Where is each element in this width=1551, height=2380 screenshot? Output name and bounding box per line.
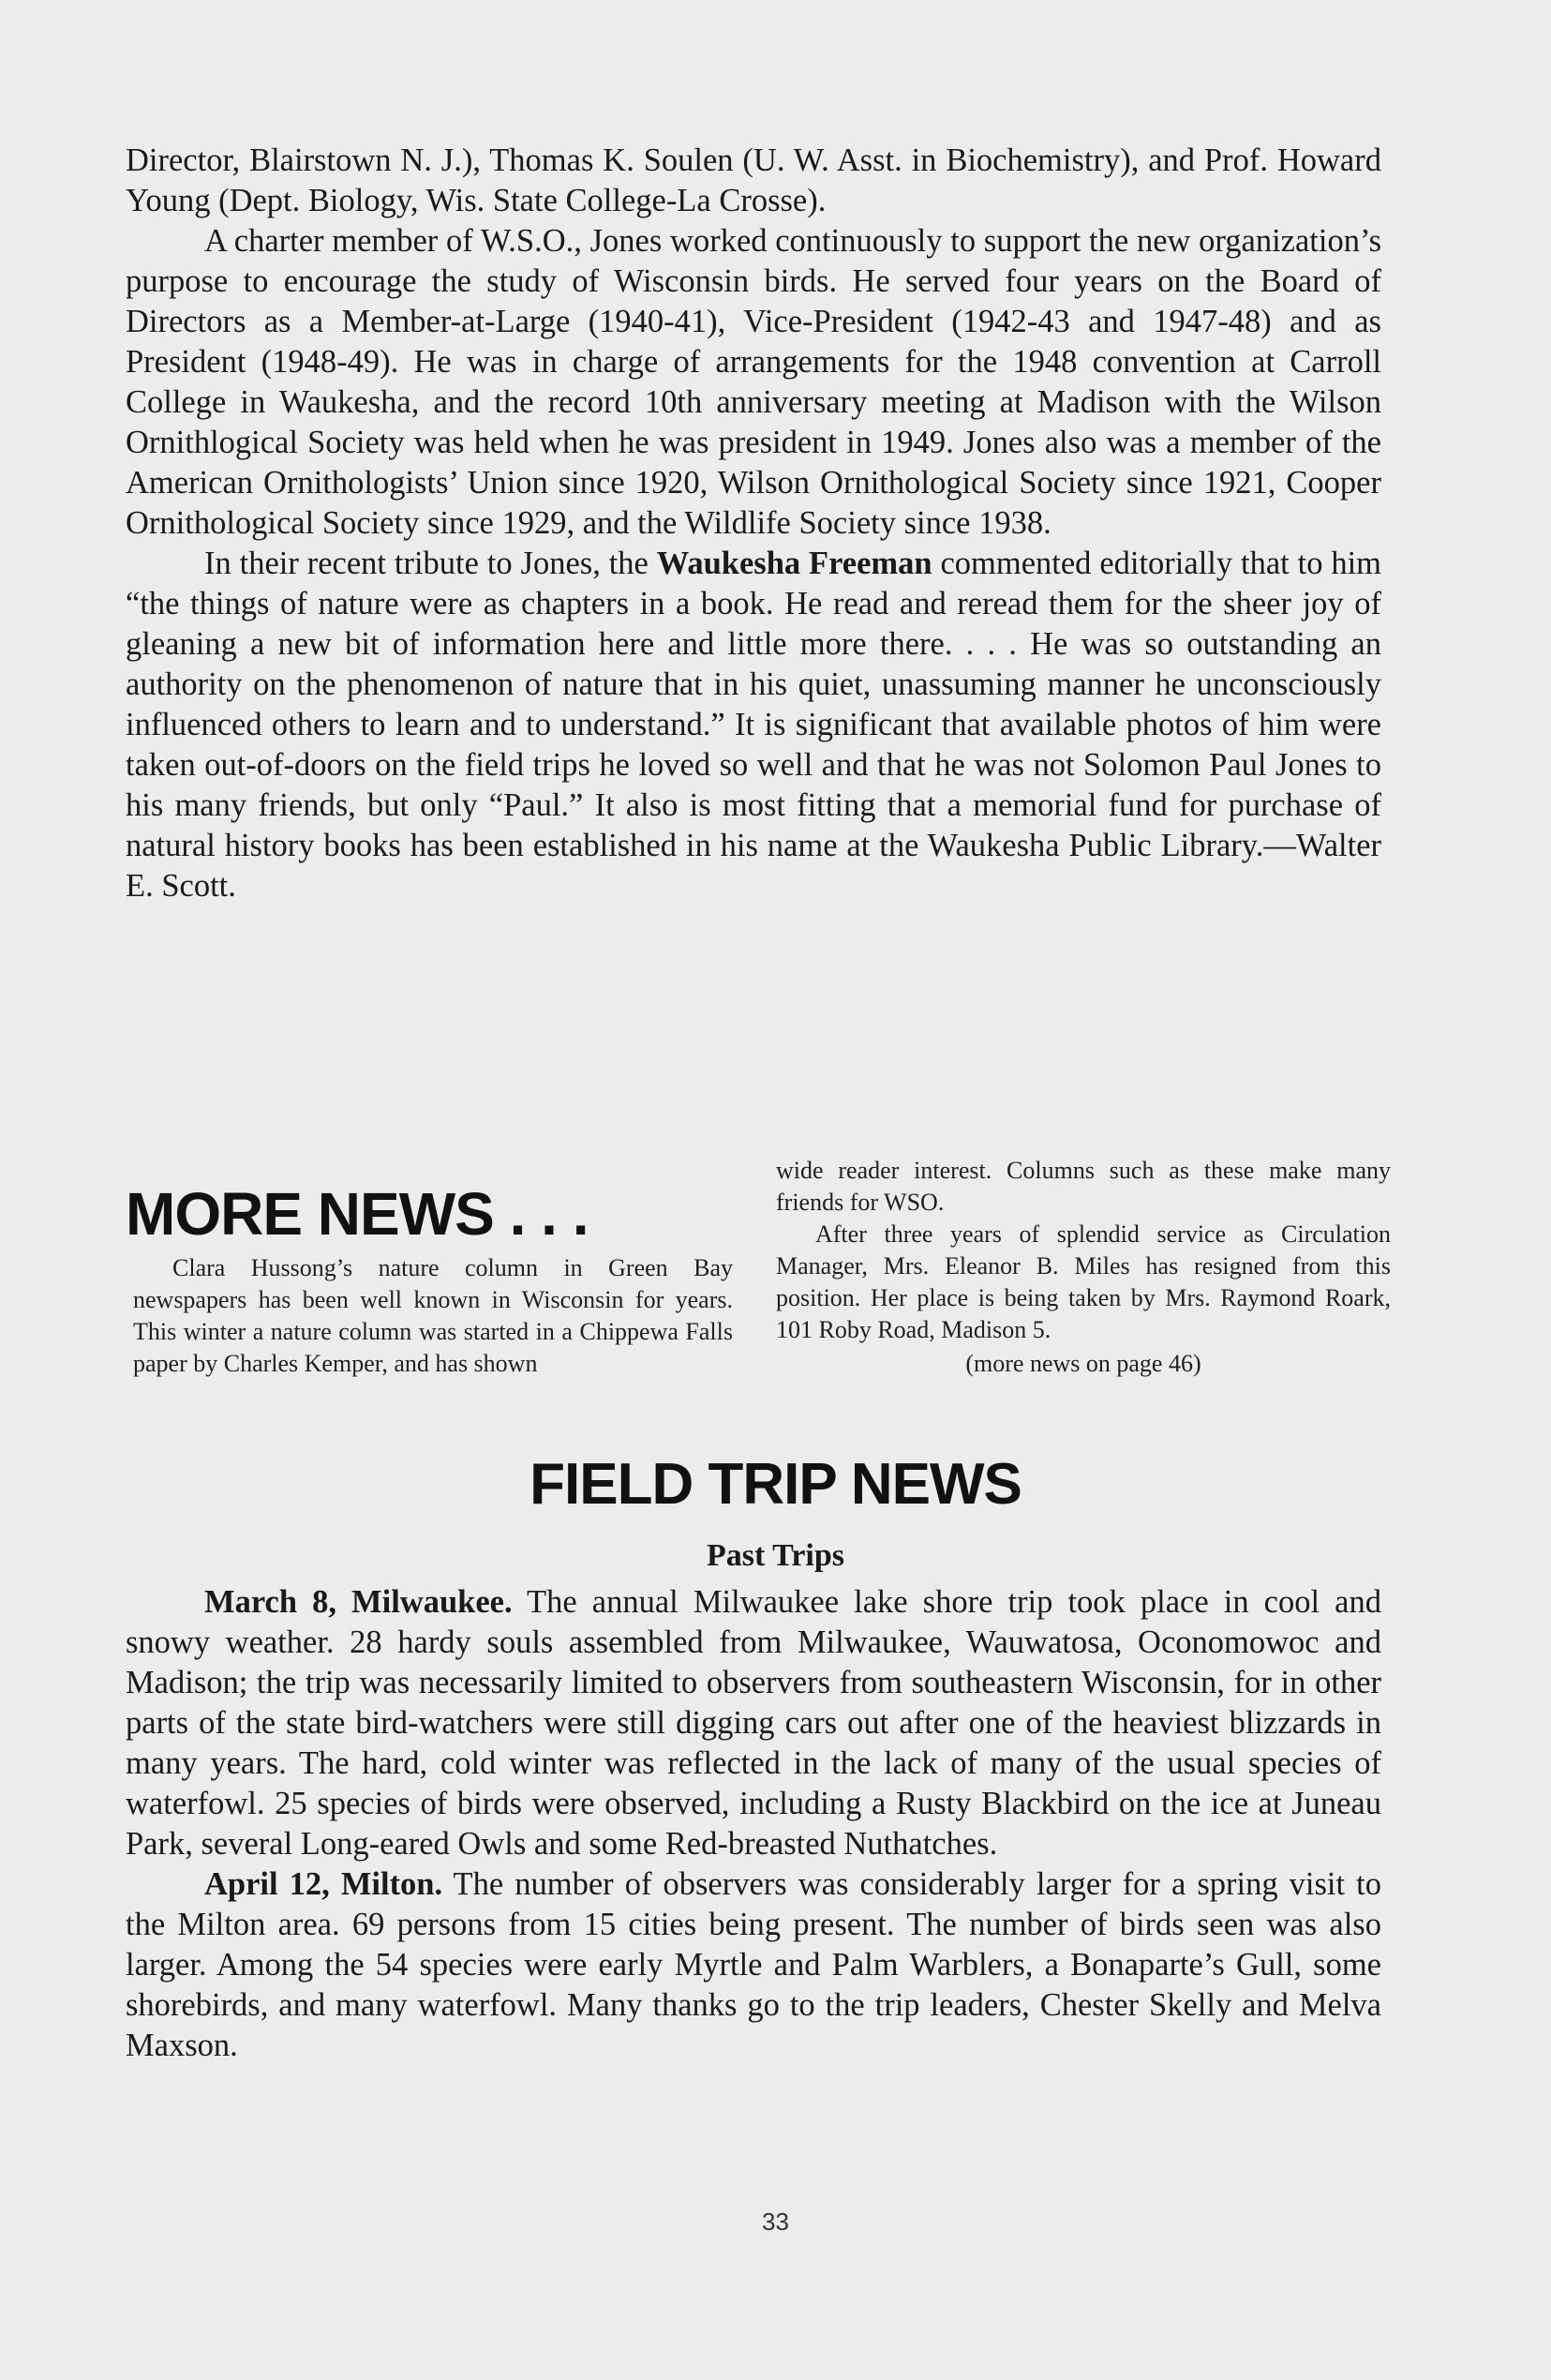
more-news-right-paragraph-1: wide reader interest. Columns such as these make many friends for WSO. xyxy=(776,1157,1391,1216)
more-news-right-column xyxy=(776,1155,1391,1380)
more-news-right-paragraph-2: After three years of splendid service as Circulation Manager, Mrs. Eleanor B. Miles has resigned from this position. Her place is being taken by Mrs. Raymond Roark, 101 Roby Road, Madison 5. xyxy=(776,1220,1391,1343)
obituary-paragraph-3-end: commented editorially that to him “the things of nature were as chapters in a book. He read and reread them for the sheer joy of gleaning a new bit of information here and little more there. . . . He was so outstanding an authority on the phenomenon of nature that in his quiet, unassuming manner he unconsciously influenced others to learn and to understand.” It is significant that available photos of him were taken out-of-doors on the field trips he loved so well and that he was not Solomon Paul Jones to his many friends, but only “Paul.” It also is most fitting that a memorial fund for purchase of natural history books has been established in his name at the Waukesha Public Library.—Walter E. Scott. xyxy=(126,546,1381,904)
more-news-left-paragraph: Clara Hussong’s nature column in Green Bay newspapers has been well known in Wisconsin for years. This winter a nature column was started in a Chippewa Falls paper by Charles Kemper, and has shown xyxy=(133,1254,733,1377)
trip-milwaukee-paragraph xyxy=(126,1582,1381,1864)
more-news-continued-note: (more news on page 46) xyxy=(965,1350,1201,1377)
trip-milton-paragraph xyxy=(126,1864,1381,2066)
obituary-paragraph-3 xyxy=(126,544,1381,906)
field-trip-heading: FIELD TRIP NEWS xyxy=(529,1452,1022,1517)
obituary-paragraph-3-start: In their recent tribute to Jones, the xyxy=(204,546,657,581)
obituary-paragraph-2: A charter member of W.S.O., Jones worked continuously to support the new organization’s purpose to encourage the study of Wisconsin birds. He served four years on the Board of Directors as a Member-at-Large (1940-41), Vice-President (1942-43 and 1947-48) and as President (1948-49). He was in charge of arrangements for the 1948 convention at Carroll College in Waukesha, and the record 10th anniversary meeting at Madison with the Wilson Ornithlogical Society was held when he was president in 1949. Jones also was a member of the American Ornithologists’ Union since 1920, Wilson Ornithological Society since 1921, Cooper Ornithological Society since 1929, and the Wildlife Society since 1938. xyxy=(126,223,1381,541)
field-trip-section xyxy=(126,1582,1381,2066)
more-news-heading: MORE NEWS . . . xyxy=(126,1180,589,1248)
newspaper-name: Waukesha Freeman xyxy=(656,546,932,581)
more-news-left-column xyxy=(133,1252,733,1380)
trip-milton-text: The number of observers was considerably larger for a spring visit to the Milton area. 69 persons from 15 cities being present. The number of birds seen was also larger. Among the 54 species were early Myrtle and Palm Warblers, a Bonaparte’s Gull, some shorebirds, and many waterfowl. Many thanks go to the trip leaders, Chester Skelly and Melva Maxson. xyxy=(126,1866,1381,2063)
trip-milwaukee-label: March 8, Milwaukee. xyxy=(204,1584,513,1620)
page-number: 33 xyxy=(762,2208,789,2236)
trip-milton-label: April 12, Milton. xyxy=(204,1866,443,1902)
past-trips-subheading: Past Trips xyxy=(706,1538,845,1573)
trip-milwaukee-text: The annual Milwaukee lake shore trip took place in cool and snowy weather. 28 hardy souls assembled from Milwaukee, Wauwatosa, Oconomowoc and Madison; the trip was necessarily limited to observers from southeastern Wisconsin, for in other parts of the state bird-watchers were still digging cars out after one of the heaviest blizzards in many years. The hard, cold winter was reflected in the lack of many of the usual species of waterfowl. 25 species of birds were observed, including a Rusty Blackbird on the ice at Juneau Park, several Long-eared Owls and some Red-breasted Nuthatches. xyxy=(126,1584,1381,1862)
obituary-paragraph-1: Director, Blairstown N. J.), Thomas K. Soulen (U. W. Asst. in Biochemistry), and Prof. Howard Young (Dept. Biology, Wis. State College-La Crosse). xyxy=(126,142,1381,218)
obituary-section xyxy=(126,141,1381,906)
